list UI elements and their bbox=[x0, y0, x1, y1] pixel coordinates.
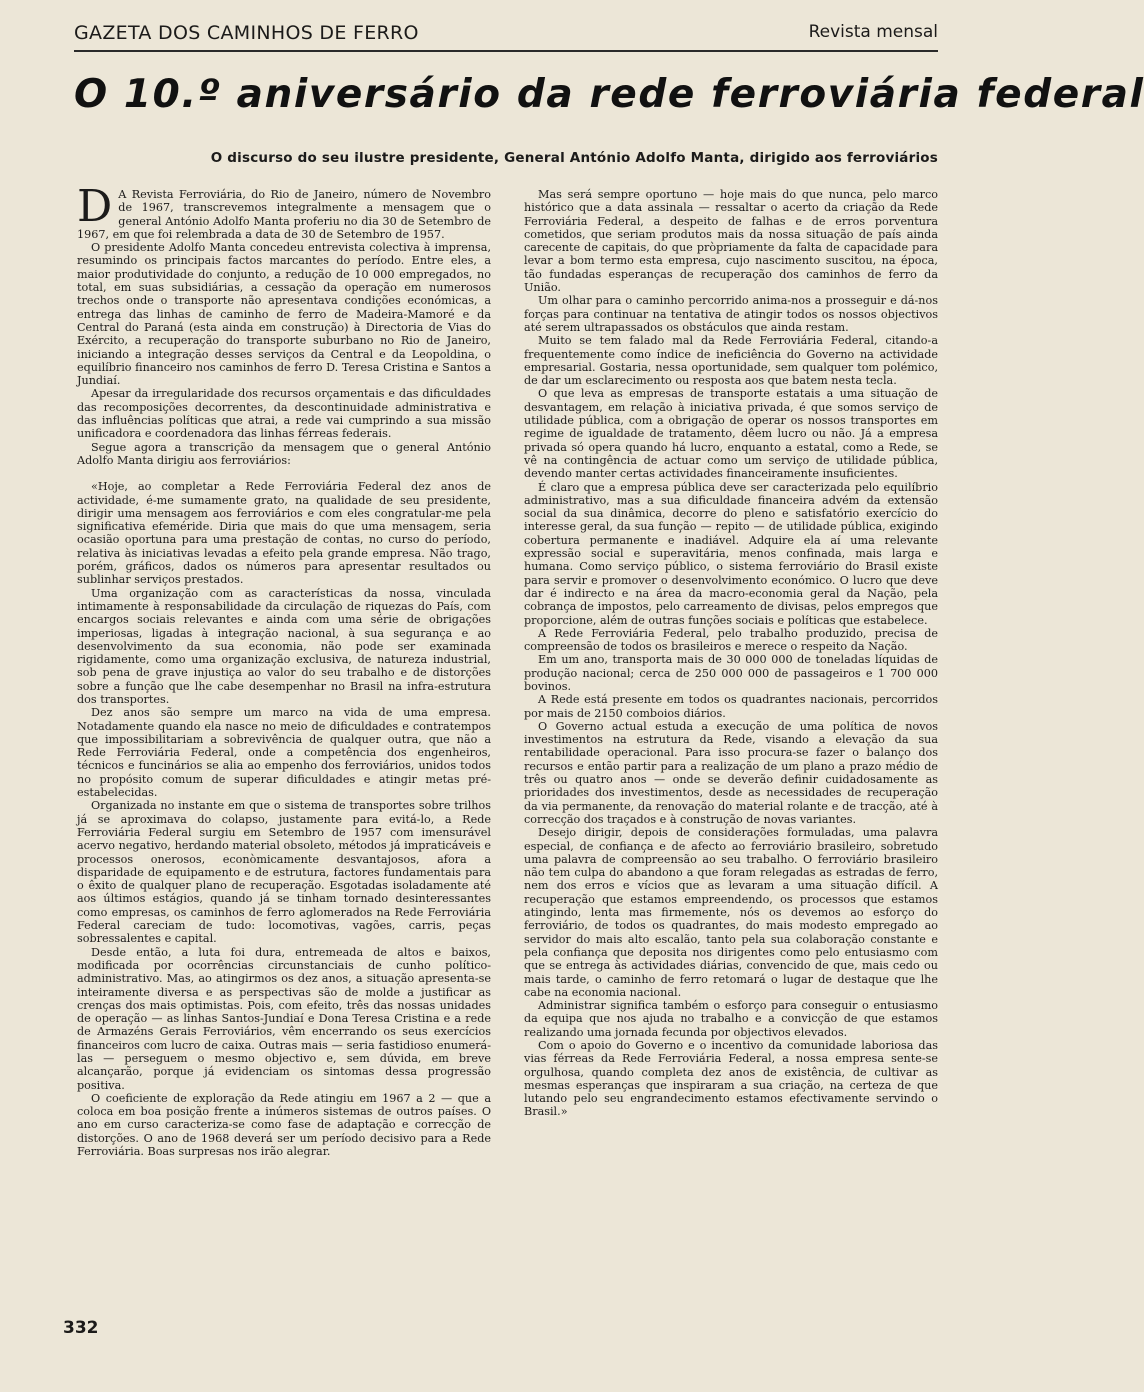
paragraph: A Rede Ferroviária Federal, pelo trabalho produzido, precisa de compreensão de todos os brasileiros e merece o respeito da Nação. bbox=[524, 626, 938, 654]
paragraph: Apesar da irregularidade dos recursos orçamentais e das dificuldades das recomposições decorrentes, da descontinuidade administrativa e das influências políticas que atrai, a rede vai cumprindo a sua missão unificadora e coordenadora das linhas férreas federais. bbox=[77, 387, 491, 441]
paragraph: Dez anos são sempre um marco na vida de uma empresa. Notadamente quando ela nasce no meio de dificuldades e contratempos que impossibilitariam a sobrevivência de qualquer outra, que não a Rede Ferroviária Federal, onde a competência dos engenheiros, técnicos e funcinários se alia ao empenho dos ferroviários, unidos todos no propósito comum de superar dificuldades e atingir metas pré-estabelecidas. bbox=[77, 706, 491, 800]
paragraph: É claro que a empresa pública deve ser caracterizada pelo equilíbrio administrativo, mas a sua dificuldade financeira advém da extensão social da sua dinâmica, decorre do pleno e satisfatório exercício do interesse geral, da sua função — repito — de utilidade pública, exigindo cobertura permanente e inadiável. Adquire ela aí uma relevante expressão social e superavitária, menos confinada, mais larga e humana. Como serviço público, o sistema ferroviário do Brasil existe para servir e promover o desenvolvimento económico. O lucro que deve dar é indirecto e na área da macro-economia geral da Nação, pela cobrança de impostos, pelo carreamento de divisas, pelos empregos que proporcione, além de outras funções sociais e políticas que estabelece. bbox=[524, 480, 938, 627]
paragraph: O que leva as empresas de transporte estatais a uma situação de desvantagem, em relação à iniciativa privada, é que somos serviço de utilidade pública, com a obrigação de operar os nossos transportes em regime de igualdade de tratamento, dêem lucro ou não. Já a empresa privada só opera quando há lucro, enquanto a estatal, como a Rede, se vê na contingência de actuar como um serviço de utilidade pública, devendo manter certas actividades financeiramente insuficientes. bbox=[524, 387, 938, 481]
paragraph-text: A Revista Ferroviária, do Rio de Janeiro, número de Novembro de 1967, transcrevemos integralmente a mensagem que o general António Adolfo Manta proferiu no dia 30 de Setembro de 1967, em que foi relembrada a data de 30 de Setembro de 1957. bbox=[77, 188, 491, 241]
drop-cap: D bbox=[77, 181, 113, 232]
paragraph: Desde então, a luta foi dura, entremeada de altos e baixos, modificada por ocorrências circunstanciais de cunho político-administrativo. Mas, ao atingirmos os dez anos, a situação apresenta-se inteiramente diversa e as perspectivas são de molde a justificar as crenças dos mais optimistas. Pois, com efeito, três das nossas unidades de operação — as linhas Santos-Jundiaí e Dona Teresa Cristina e a rede de Armazéns Gerais Ferroviários, vêm encerrando os seus exercícios financeiros com lucro de caixa. Outras mais — seria fastidioso enumerá-las — perseguem o mesmo objectivo e, sem dúvida, em breve alcançarão, porque já evidenciam os sintomas dessa progressão positiva. bbox=[77, 945, 491, 1092]
article-title: O 10.º aniversário da rede ferroviária federal bbox=[74, 72, 1144, 117]
paragraph: A Rede está presente em todos os quadrantes nacionais, percorridos por mais de 2150 comboios diários. bbox=[524, 693, 938, 720]
paragraph bbox=[77, 181, 491, 241]
paragraph: Administrar significa também o esforço para conseguir o entusiasmo da equipa que nos ajuda no trabalho e a convicção de que estamos realizando uma jornada fecunda por objectivos elevados. bbox=[524, 999, 938, 1039]
paragraph: O coeficiente de exploração da Rede atingiu em 1967 a 2 — que a coloca em boa posição frente a inúmeros sistemas de outros países. O ano em curso caracteriza-se como fase de adaptação e correcção de distorções. O ano de 1968 deverá ser um período decisivo para a Rede Ferroviária. Boas surpresas nos irão alegrar. bbox=[77, 1091, 491, 1159]
paragraph: Um olhar para o caminho percorrido anima-nos a prosseguir e dá-nos forças para continuar na tentativa de atingir todos os nossos objectivos até serem ultrapassados os obstáculos que ainda restam. bbox=[524, 294, 938, 334]
paragraph: O Governo actual estuda a execução de uma política de novos investimentos na estrutura da Rede, visando a elevação da sua rentabilidade operacional. Para isso procura-se fazer o balanço dos recursos e então partir para a realização de um plano a prazo médio de três ou quatro anos — onde se deverão definir cuidadosamente as prioridades dos investimentos, desde as necessidades de recuperação da via permanente, da renovação do material rolante e de tracção, até à correcção dos traçados e à construção de novas variantes. bbox=[524, 719, 938, 826]
paragraph: Mas será sempre oportuno — hoje mais do que nunca, pelo marco histórico que a data assinala — ressaltar o acerto da criação da Rede Ferroviária Federal, a despeito de falhas e de erros porventura cometidos, que seriam produtos mais da nossa situação de país ainda carecente de capitais, do que pròpriamente da falta de capacidade para levar a bom termo esta empresa, cujo nascimento suscitou, na época, tão fundadas esperanças de recuperação dos caminhos de ferro da União. bbox=[524, 188, 938, 295]
paragraph: Muito se tem falado mal da Rede Ferroviária Federal, citando-a frequentemente como índice de ineficiência do Governo na actividade empresarial. Gostaria, nessa oportunidade, sem qualquer tom polémico, de dar um esclarecimento ou resposta aos que batem nesta tecla. bbox=[524, 334, 938, 388]
publication-name: GAZETA DOS CAMINHOS DE FERRO bbox=[74, 22, 419, 44]
article-subtitle: O discurso do seu ilustre presidente, General António Adolfo Manta, dirigido aos ferroviários bbox=[210, 150, 938, 166]
paragraph: Desejo dirigir, depois de considerações formuladas, uma palavra especial, de confiança e de afecto ao ferroviário brasileiro, sobretudo uma palavra de compreensão ao seu trabalho. O ferroviário brasileiro não tem culpa do abandono a que foram relegadas as estradas de ferro, nem dos erros e vícios que as levaram a uma situação difícil. A recuperação que estamos empreendendo, os processos que estamos atingindo, lenta mas firmemente, nós os devemos ao esforço do ferroviário, de todos os quadrantes, do mais modesto empregado ao servidor do mais alto escalão, tanto pela sua colaboração constante e pela confiança que deposita nos dirigentes como pelo entusiasmo com que se entrega às actividades diárias, convencido de que, mais cedo ou mais tarde, o caminho de ferro retomará o lugar de destaque que lhe cabe na economia nacional. bbox=[524, 826, 938, 999]
running-header bbox=[74, 20, 938, 52]
paragraph: Organizada no instante em que o sistema de transportes sobre trilhos já se aproximava do colapso, justamente para evitá-lo, a Rede Ferroviária Federal surgiu em Setembro de 1957 com imensurável acervo negativo, herdando material obsoleto, métodos já impraticáveis e processos onerosos, econòmicamente desvantajosos, afora a disparidade de equipamento e de estrutura, factores fundamentais para o êxito de qualquer plano de recuperação. Esgotadas isoladamente até aos últimos estágios, quando já se tinham tornado desinteressantes como empresas, os caminhos de ferro aglomerados na Rede Ferroviária Federal careciam de tudo: locomotivas, vagões, carris, peças sobressalentes e capital. bbox=[77, 799, 491, 946]
right-column bbox=[524, 188, 938, 1119]
page-number: 332 bbox=[63, 1318, 99, 1338]
paragraph: Com o apoio do Governo e o incentivo da comunidade laboriosa das vias férreas da Rede Ferroviária Federal, a nossa empresa sente-se orgulhosa, quando completa dez anos de existência, de cultivar as mesmas esperanças que inspiraram a sua criação, na certeza de que lutando pelo seu engrandecimento estamos efectivamente servindo o Brasil.» bbox=[524, 1039, 938, 1119]
left-column bbox=[77, 181, 491, 1159]
section-label: Revista mensal bbox=[808, 22, 938, 42]
paragraph: O presidente Adolfo Manta concedeu entrevista colectiva à imprensa, resumindo os principais factos marcantes do período. Entre eles, a maior produtividade do conjunto, a redução de 10 000 empregados, no total, em suas subsidiárias, a cessação da operação em numerosos trechos onde o transporte não apresentava condições económicas, a entrega das linhas de caminho de ferro de Madeira-Mamoré e da Central do Paraná (esta ainda em construção) à Directoria de Vias do Exército, a recuperação do transporte suburbano no Rio de Janeiro, iniciando a integração desses serviços da Central e da Leopoldina, o equilíbrio financeiro nos caminhos de ferro D. Teresa Cristina e Santos a Jundiaí. bbox=[77, 241, 491, 388]
paragraph: Em um ano, transporta mais de 30 000 000 de toneladas líquidas de produção nacional; cerca de 250 000 000 de passageiros e 1 700 000 bovinos. bbox=[524, 653, 938, 693]
paragraph: «Hoje, ao completar a Rede Ferroviária Federal dez anos de actividade, é-me sumamente grato, na qualidade de seu presidente, dirigir uma mensagem aos ferroviários e com eles congratular-me pela significativa efeméride. Diria que mais do que uma mensagem, seria ocasião oportuna para uma prestação de contas, no curso do período, relativa às iniciativas levadas a efeito pela grande empresa. Não trago, porém, gráficos, dados os números para apresentar resultados ou sublinhar serviços prestados. bbox=[77, 480, 491, 587]
paragraph: Segue agora a transcrição da mensagem que o general António Adolfo Manta dirigiu aos ferroviários: bbox=[77, 440, 491, 467]
paragraph: Uma organização com as características da nossa, vinculada intimamente à responsabilidade da circulação de riquezas do País, com encargos sociais relevantes e ainda com uma série de obrigações imperiosas, ligadas à integração nacional, à sua segurança e ao desenvolvimento da sua economia, não pode ser examinada rigidamente, como uma organização exclusiva, de natureza industrial, sob pena de grave injustiça ao valor do seu trabalho e de distorções sobre a função que lhe cabe desempenhar no Brasil na infra-estrutura dos transportes. bbox=[77, 586, 491, 706]
